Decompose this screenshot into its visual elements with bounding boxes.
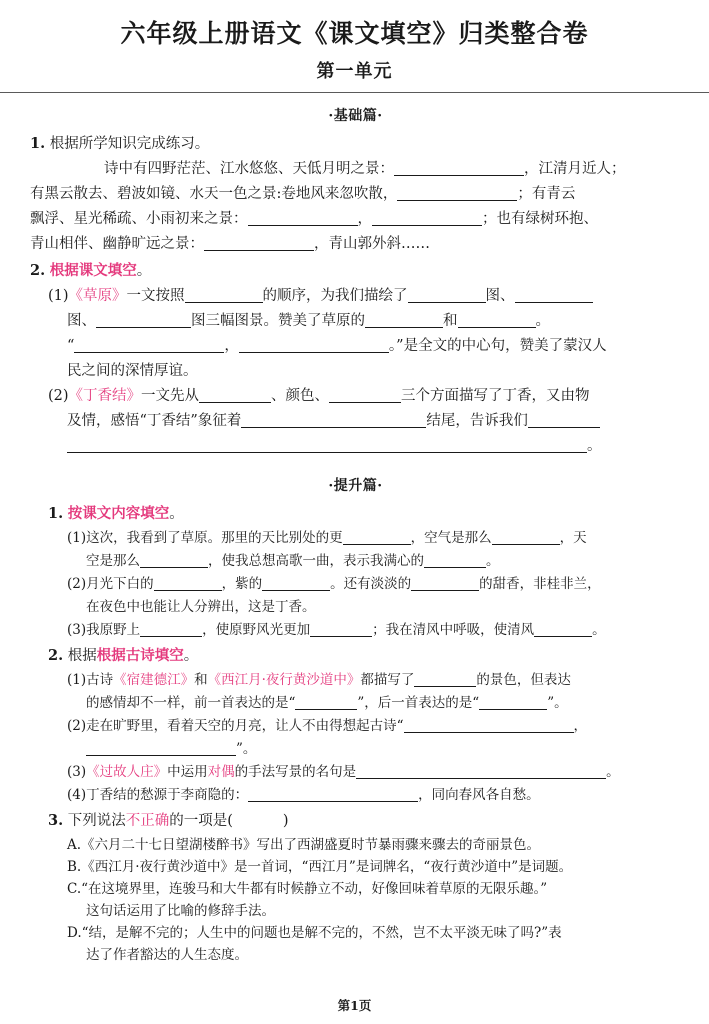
choice-text-cont: 这句话运用了比喻的修辞手法。 — [86, 903, 275, 920]
text-run: ) — [282, 813, 289, 830]
question-number: 2. — [30, 262, 46, 280]
question-body-line — [30, 207, 681, 232]
text-run: 。 — [606, 764, 620, 781]
sub-question-line — [30, 434, 681, 459]
sub-question-label: (1) — [67, 530, 87, 547]
answer-slot[interactable] — [233, 813, 283, 828]
text-run: 。 — [592, 622, 606, 639]
question-stem — [30, 643, 681, 669]
question-advanced-3 — [30, 808, 681, 966]
fill-blank[interactable] — [408, 288, 486, 303]
book-title: 《丁香结》 — [68, 388, 142, 405]
text-run: ；也有绿树环抱、 — [482, 211, 598, 228]
sub-question-line — [30, 784, 681, 807]
text-run: ”。 — [236, 741, 257, 758]
sub-question-line — [30, 309, 681, 334]
question-advanced-1 — [30, 501, 681, 642]
question-stem — [30, 808, 681, 834]
fill-blank[interactable] — [140, 622, 202, 637]
choice-text: “结，是解不完的；人生中的问题也是解不完的，不然，岂不太平淡无味了吗?”表 — [81, 925, 562, 942]
text-run: 图三幅图景。赞美了草原的 — [191, 313, 365, 330]
fill-blank[interactable] — [411, 576, 479, 591]
text-run: ，江清月近人； — [524, 161, 626, 178]
text-run: 的感情却不一样，前一首表达的是“ — [86, 695, 296, 712]
fill-blank[interactable] — [365, 313, 443, 328]
fill-blank[interactable] — [356, 764, 606, 779]
text-run: 。 — [587, 438, 602, 455]
text-run: 下列说法 — [67, 813, 126, 830]
page-footer — [0, 996, 709, 1014]
fill-blank[interactable] — [67, 438, 587, 453]
text-run: 走在旷野里，看着天空的月亮，让人不由得想起古诗“ — [86, 718, 404, 735]
sub-question-label: (3) — [67, 622, 87, 639]
question-stem-highlight: 根据古诗填空 — [96, 647, 184, 665]
fill-blank[interactable] — [96, 313, 191, 328]
sub-question-label: (3) — [67, 764, 87, 781]
question-number: 2. — [48, 647, 64, 665]
question-stem-highlight: 根据课文填空 — [49, 262, 137, 280]
fill-blank[interactable] — [404, 718, 574, 733]
text-run: ， — [357, 211, 372, 228]
worksheet-content — [0, 105, 709, 966]
question-basic-1 — [30, 131, 681, 257]
fill-blank[interactable] — [199, 388, 271, 403]
text-run: 有黑云散去、碧波如镜、水天一色之景:卷地风来忽吹散， — [30, 186, 398, 203]
text-run: ；我在清风中呼吸，使清风 — [372, 622, 535, 639]
fill-blank[interactable] — [86, 741, 236, 756]
text-run: ， — [224, 338, 239, 355]
book-title: 《草原》 — [68, 288, 127, 305]
text-run: ；有青云 — [517, 186, 576, 203]
text-run: 、颜色、 — [271, 388, 330, 405]
fill-blank[interactable] — [239, 338, 389, 353]
question-stem — [30, 501, 681, 527]
text-run: ”，后一首表达的是“ — [357, 695, 480, 712]
choice-text: “在这境界里，连骏马和大牛都有时候静立不动，好像回味着草原的无限乐趣。” — [81, 881, 548, 898]
text-run: 。 — [486, 553, 500, 570]
fill-blank[interactable] — [424, 553, 486, 568]
choice-option[interactable] — [30, 922, 681, 944]
text-run: 诗中有四野茫茫、江水悠悠、天低月明之景： — [104, 161, 394, 178]
text-run: ，紫的 — [221, 576, 263, 593]
choice-text: 《六月二十七日望湖楼醉书》写出了西湖盛夏时节暴雨骤来骤去的奇丽景色。 — [81, 837, 541, 854]
header-divider — [0, 92, 709, 93]
fill-blank[interactable] — [329, 388, 401, 403]
text-run: ，使我总想高歌一曲，表示我满心的 — [208, 553, 424, 570]
text-run: 的手法写景的名句是 — [234, 764, 357, 781]
sub-question-label: (1) — [67, 672, 87, 689]
fill-blank[interactable] — [295, 695, 357, 710]
choice-key: B. — [67, 859, 82, 876]
sub-question-line — [30, 550, 681, 573]
sub-question-line — [30, 715, 681, 738]
question-stem-prefix: 根据 — [67, 648, 97, 665]
text-run: 的景色，但表达 — [476, 672, 571, 689]
fill-blank[interactable] — [528, 413, 600, 428]
text-run: 三个方面描写了丁香，又由物 — [401, 388, 590, 405]
text-run: 和 — [194, 672, 208, 689]
sub-question-line — [30, 334, 681, 359]
fill-blank[interactable] — [479, 695, 547, 710]
fill-blank[interactable] — [310, 622, 372, 637]
choice-key: C. — [67, 881, 82, 898]
fill-blank[interactable] — [185, 288, 263, 303]
sub-question-label: (1) — [48, 288, 69, 305]
question-stem-tail: 。 — [169, 506, 184, 523]
question-basic-2 — [30, 258, 681, 459]
question-body-line — [30, 157, 681, 182]
book-title: 《过故人庄》 — [86, 764, 168, 781]
book-title: 《宿建德江》 — [113, 672, 195, 689]
title-block — [0, 0, 709, 83]
fill-blank[interactable] — [343, 530, 411, 545]
question-stem-highlight: 按课文内容填空 — [67, 505, 170, 523]
fill-blank[interactable] — [154, 576, 222, 591]
text-run: ，天 — [559, 530, 587, 547]
text-run: 。”是全文的中心句，赞美了蒙汉人 — [388, 338, 607, 355]
fill-blank[interactable] — [492, 530, 560, 545]
sub-question-line — [30, 527, 681, 550]
text-run: 一文先从 — [141, 388, 200, 405]
sub-question-label: (2) — [67, 718, 87, 735]
sub-question-label: (2) — [67, 576, 87, 593]
choice-option[interactable] — [30, 856, 681, 878]
text-run: 和 — [443, 313, 458, 330]
text-run: 结尾，告诉我们 — [426, 413, 528, 430]
sub-question-line — [30, 692, 681, 715]
text-run: “ — [67, 338, 75, 355]
text-run: ”。 — [547, 695, 568, 712]
fill-blank[interactable] — [534, 622, 592, 637]
book-title: 《西江月·夜行黄沙道中》 — [207, 672, 361, 689]
sub-question-line — [30, 284, 681, 309]
sub-question-line — [30, 761, 681, 784]
text-run: 在夜色中也能让人分辨出，这是丁香。 — [86, 599, 316, 616]
question-stem-tail: 。 — [183, 648, 199, 665]
sub-question-line — [30, 384, 681, 409]
sub-question-line — [30, 596, 681, 619]
choice-key: D. — [67, 925, 82, 942]
sub-question-label: (2) — [48, 388, 69, 405]
text-run: 这次，我看到了草原。那里的天比别处的更 — [86, 530, 343, 547]
text-run: 及情，感悟“丁香结”象征着 — [67, 413, 242, 430]
fill-blank[interactable] — [248, 787, 418, 802]
choice-text-cont: 达了作者豁达的人生态度。 — [86, 947, 248, 964]
question-stem-tail: 。 — [136, 263, 152, 280]
text-run: 图、 — [485, 288, 515, 305]
text-run: ，同向春风各自愁。 — [418, 787, 540, 804]
text-run: ，使原野风光更加 — [202, 622, 311, 639]
text-run: 一文按照 — [126, 288, 185, 305]
fill-blank[interactable] — [515, 288, 593, 303]
text-run: 月光下白的 — [86, 576, 154, 593]
text-run: 的甜香，非桂非兰， — [479, 576, 601, 593]
fill-blank[interactable] — [414, 672, 476, 687]
question-number: 1. — [30, 135, 46, 153]
question-number: 1. — [48, 505, 64, 523]
choice-option-cont — [30, 900, 681, 922]
fill-blank[interactable] — [394, 161, 524, 176]
question-stem — [30, 131, 681, 157]
question-body-line — [30, 182, 681, 207]
fill-blank[interactable] — [262, 576, 330, 591]
text-run: 。还有淡淡的 — [330, 576, 412, 593]
section-heading-advanced: ·提升篇· — [328, 478, 383, 495]
text-run: 我原野上 — [86, 622, 141, 639]
text-run: 图、 — [67, 313, 96, 330]
fill-blank[interactable] — [204, 236, 314, 251]
text-run: 的顺序，为我们描绘了 — [262, 288, 408, 305]
choice-text: 《西江月·夜行黄沙道中》是一首词，“西江月”是词牌名，“夜行黄沙道中”是词题。 — [81, 859, 573, 876]
term-highlight: 对偶 — [207, 764, 235, 781]
choice-key: A. — [67, 837, 82, 854]
question-number: 3. — [48, 812, 64, 830]
question-stem — [30, 258, 681, 284]
question-advanced-2 — [30, 643, 681, 807]
page-title: 六年级上册语文《课文填空》归类整合卷 — [120, 19, 589, 48]
question-body-line — [30, 232, 681, 257]
section-heading-basic: ·基础篇· — [328, 108, 383, 125]
text-run: ， — [573, 718, 588, 735]
sub-question-line — [30, 619, 681, 642]
text-run: 青山相伴、幽静旷远之景： — [30, 236, 204, 253]
sub-question-line — [30, 359, 681, 384]
question-stem-highlight: 不正确 — [125, 813, 170, 830]
text-run: 民之间的深情厚谊。 — [67, 363, 198, 380]
text-run: 丁香结的愁源于李商隐的： — [86, 787, 249, 804]
fill-blank[interactable] — [397, 186, 517, 201]
text-run: 空是那么 — [86, 553, 140, 570]
choice-option-cont — [30, 944, 681, 966]
text-run: 中运用 — [167, 764, 208, 781]
fill-blank[interactable] — [372, 211, 482, 226]
choice-option[interactable] — [30, 834, 681, 856]
page-number: 第1页 — [337, 998, 372, 1013]
text-run: ，青山郭外斜…… — [314, 236, 430, 253]
question-stem-text: 根据所学知识完成练习。 — [49, 136, 210, 153]
page-subtitle: 第一单元 — [316, 61, 393, 83]
text-run: 飘浮、星光稀疏、小雨初来之景： — [30, 211, 248, 228]
fill-blank[interactable] — [248, 211, 358, 226]
choice-option[interactable] — [30, 878, 681, 900]
fill-blank[interactable] — [74, 338, 224, 353]
text-run: 古诗 — [86, 672, 114, 689]
sub-question-line — [30, 669, 681, 692]
text-run: ，空气是那么 — [410, 530, 492, 547]
sub-question-line — [30, 738, 681, 761]
sub-question-line — [30, 409, 681, 434]
fill-blank[interactable] — [458, 313, 536, 328]
fill-blank[interactable] — [140, 553, 208, 568]
text-run: 。 — [535, 313, 550, 330]
text-run: 的一项是( — [169, 813, 233, 830]
sub-question-line — [30, 573, 681, 596]
sub-question-label: (4) — [67, 787, 87, 804]
fill-blank[interactable] — [241, 413, 426, 428]
text-run: 都描写了 — [360, 672, 415, 689]
